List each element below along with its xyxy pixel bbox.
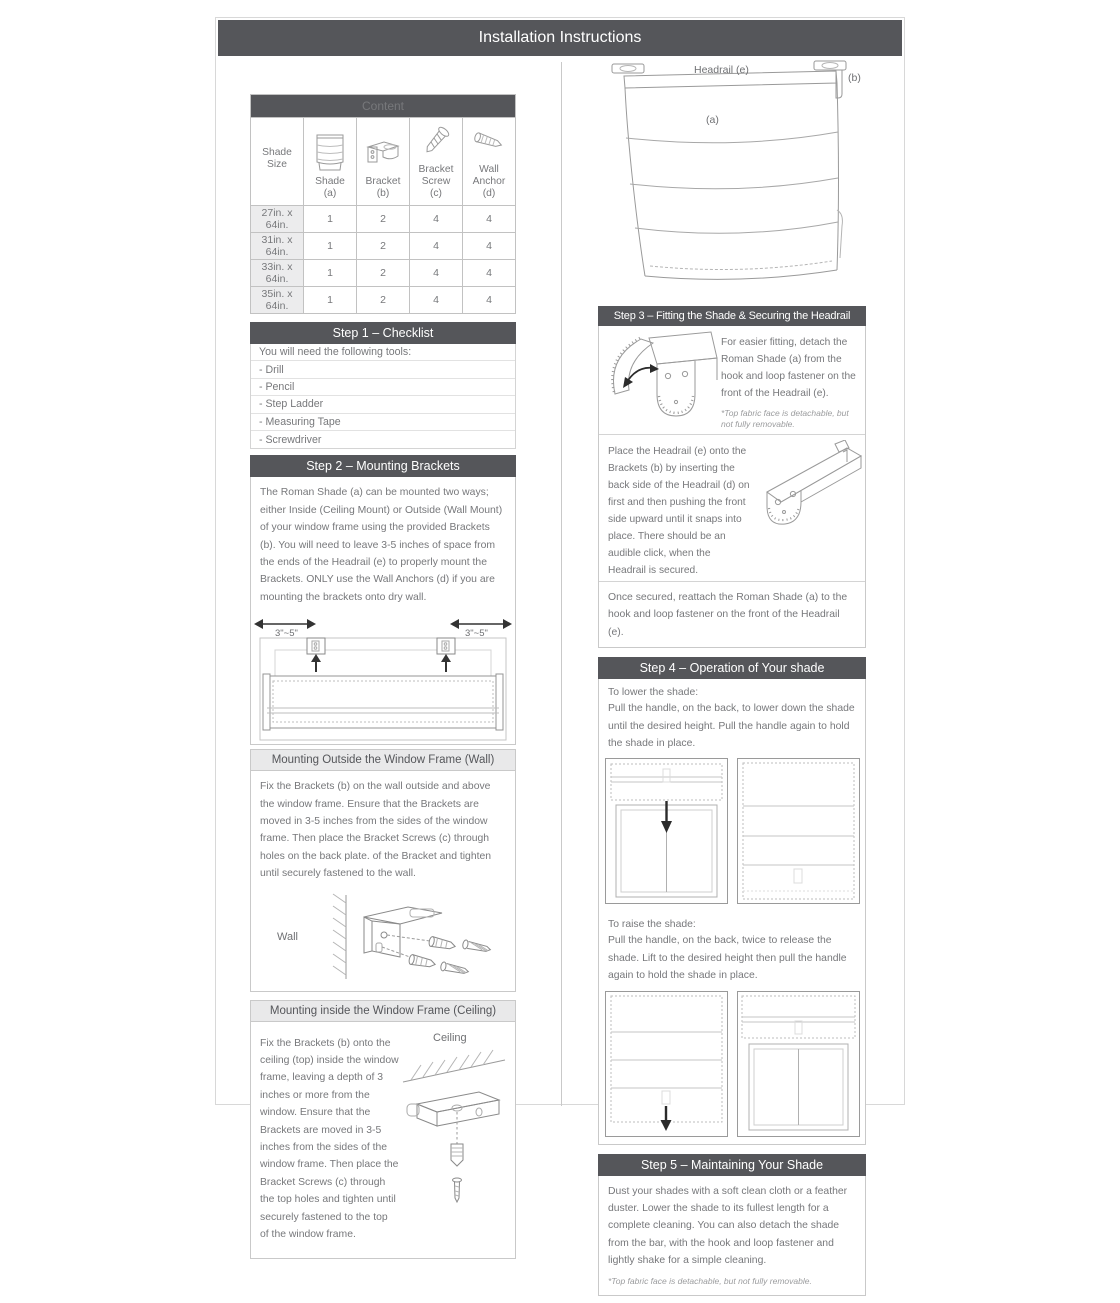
- qty-cell: 4: [463, 287, 516, 314]
- list-item: - Drill: [251, 361, 515, 378]
- qty-cell: 1: [304, 206, 357, 233]
- wall-mount-diagram: [251, 889, 515, 991]
- step3-block2: Place the Headrail (e) onto the Brackets (b) by inserting the back side of the Headrail (d) on first and then pushing the front side upward until it snaps into place. There should be an audible click, when the Headrail is secured.: [608, 446, 750, 576]
- shade-lowered-pull-diagram: [604, 990, 729, 1138]
- table-row: [251, 206, 516, 233]
- list-item: - Step Ladder: [251, 396, 515, 413]
- shade-a-label: (a): [706, 114, 719, 126]
- step1-section: [250, 322, 516, 449]
- shade-icon: [304, 130, 356, 176]
- qty-cell: 4: [410, 233, 463, 260]
- step3-note: *Top fabric face is detachable, but not fully removable.: [721, 408, 849, 429]
- raise-heading: To raise the shade:: [608, 919, 696, 931]
- step2-diagram: [251, 612, 515, 744]
- right-column: [598, 60, 866, 1303]
- bracket-icon: [357, 130, 409, 176]
- qty-cell: 1: [304, 260, 357, 287]
- content-section: [250, 94, 516, 314]
- step3-detach-text: [721, 330, 861, 430]
- step3-block3: Once secured, reattach the Roman Shade (a) to the hook and loop fastener on the front of the Headrail (e).: [608, 592, 848, 638]
- step3-block1: For easier fitting, detach the Roman Shade (a) from the hook and loop fastener on the front of the Headrail (e).: [721, 337, 856, 399]
- ceiling-mount-diagram: [399, 1028, 511, 1250]
- column-divider: [561, 62, 562, 1106]
- content-table-title: Content: [251, 95, 516, 118]
- page-title: Installation Instructions: [218, 20, 902, 56]
- wall-mount-title: Mounting Outside the Window Frame (Wall): [250, 749, 516, 770]
- shade-column-header: Shade (a): [304, 118, 357, 206]
- table-row: [251, 260, 516, 287]
- ceiling-mount-body: Fix the Brackets (b) onto the ceiling (top) inside the window frame, leaving a depth of 3 inches or more from the window. Ensure that the Brackets are moved in 3-5 inches from the sides of the window frame. Then place the Bracket Screws (c) through the top holes and tighten until securely fastened to the top of the window frame.: [260, 1037, 399, 1241]
- step2-body: The Roman Shade (a) can be mounted two ways; either Inside (Ceiling Mount) or Outside (Wall Mount) of your window frame using the provided Brackets (b). You will need to leave 3-5 inches of space from the ends of the Headrail (e) to properly mount the Brackets. ONLY use the Wall Anchors (d) if you are mounting the brackets onto dry wall.: [260, 487, 503, 603]
- content-table: [250, 94, 516, 314]
- instruction-page: [215, 17, 905, 1286]
- step5-body: Dust your shades with a soft clean cloth or a feather duster. Lower the shade to its fullest length for a complete cleaning. You can also detach the shade from the bar, with the hook and loop fastener and lightly shake for a simple cleaning.: [608, 1185, 848, 1267]
- shade-size-cell: 35in. x 64in.: [251, 287, 304, 314]
- step3-detach-diagram: [599, 330, 721, 430]
- raise-body: Pull the handle, on the back, twice to release the shade. Lift to the desired height then pull the handle again to hold the shade in place.: [608, 935, 847, 982]
- lower-heading: To lower the shade:: [608, 687, 699, 699]
- wall-mount-section: [250, 749, 516, 991]
- shade-size-header: Shade Size: [251, 118, 304, 206]
- shade-raised-open-diagram: [736, 990, 861, 1138]
- step5-section: [598, 1154, 866, 1296]
- screw-icon: [410, 118, 462, 164]
- ceiling-mount-section: [250, 1000, 516, 1259]
- step1-title: Step 1 – Checklist: [250, 322, 516, 344]
- step3-snap-diagram: [751, 440, 863, 579]
- step4-section: [598, 657, 866, 1144]
- step4-title: Step 4 – Operation of Your shade: [598, 657, 866, 679]
- anchor-icon: [463, 118, 515, 164]
- list-item: - Pencil: [251, 379, 515, 396]
- left-column: [250, 94, 516, 1266]
- qty-cell: 1: [304, 233, 357, 260]
- lower-diagrams: [599, 752, 865, 911]
- measure-right-label: 3"~5": [465, 628, 488, 640]
- qty-cell: 2: [357, 260, 410, 287]
- wall-label: Wall: [277, 930, 298, 943]
- shade-lowered-diagram: [736, 757, 861, 905]
- qty-cell: 2: [357, 206, 410, 233]
- step5-note: *Top fabric face is detachable, but not fully removable.: [608, 1275, 812, 1286]
- shade-overview-diagram: [598, 60, 866, 306]
- qty-cell: 1: [304, 287, 357, 314]
- step3-section: [598, 306, 866, 648]
- shade-size-cell: 33in. x 64in.: [251, 260, 304, 287]
- anchor-column-header: Wall Anchor (d): [463, 118, 516, 206]
- qty-cell: 2: [357, 287, 410, 314]
- ceiling-label: Ceiling: [433, 1031, 467, 1044]
- shade-size-cell: 27in. x 64in.: [251, 206, 304, 233]
- qty-cell: 4: [463, 233, 516, 260]
- shade-size-cell: 31in. x 64in.: [251, 233, 304, 260]
- step2-section: [250, 455, 516, 745]
- qty-cell: 4: [463, 260, 516, 287]
- step2-title: Step 2 – Mounting Brackets: [250, 455, 516, 477]
- measure-left-label: 3"~5": [275, 628, 298, 640]
- checklist-intro: You will need the following tools:: [251, 344, 515, 361]
- qty-cell: 4: [410, 206, 463, 233]
- ceiling-mount-title: Mounting inside the Window Frame (Ceiling): [250, 1000, 516, 1021]
- shade-raised-window-diagram: [604, 757, 729, 905]
- step3-detach-row: [599, 326, 865, 435]
- qty-cell: 4: [410, 287, 463, 314]
- step3-snap-row: [599, 435, 865, 582]
- screw-column-header: Bracket Screw (c): [410, 118, 463, 206]
- qty-cell: 2: [357, 233, 410, 260]
- qty-cell: 4: [463, 206, 516, 233]
- bracket-column-header: Bracket (b): [357, 118, 410, 206]
- list-item: - Measuring Tape: [251, 414, 515, 431]
- qty-cell: 4: [410, 260, 463, 287]
- headrail-label: Headrail (e): [694, 64, 749, 76]
- table-row: [251, 287, 516, 314]
- table-row: [251, 233, 516, 260]
- lower-body: Pull the handle, on the back, to lower down the shade until the desired height. Pull the handle again to hold the shade in place.: [608, 703, 855, 750]
- list-item: - Screwdriver: [259, 433, 322, 446]
- bracket-b-label: (b): [848, 72, 861, 84]
- wall-mount-body: Fix the Brackets (b) on the wall outside and above the window frame. Ensure that the Brackets are moved in 3-5 inches from the sides of the window frame. Then place the Bracket Screws (c) through holes on the back plate. of the Bracket and tighten until securely fastened to the wall.: [260, 781, 492, 880]
- step5-title: Step 5 – Maintaining Your Shade: [598, 1154, 866, 1176]
- checklist: [250, 344, 516, 449]
- step3-title: Step 3 – Fitting the Shade & Securing the Headrail: [598, 306, 866, 326]
